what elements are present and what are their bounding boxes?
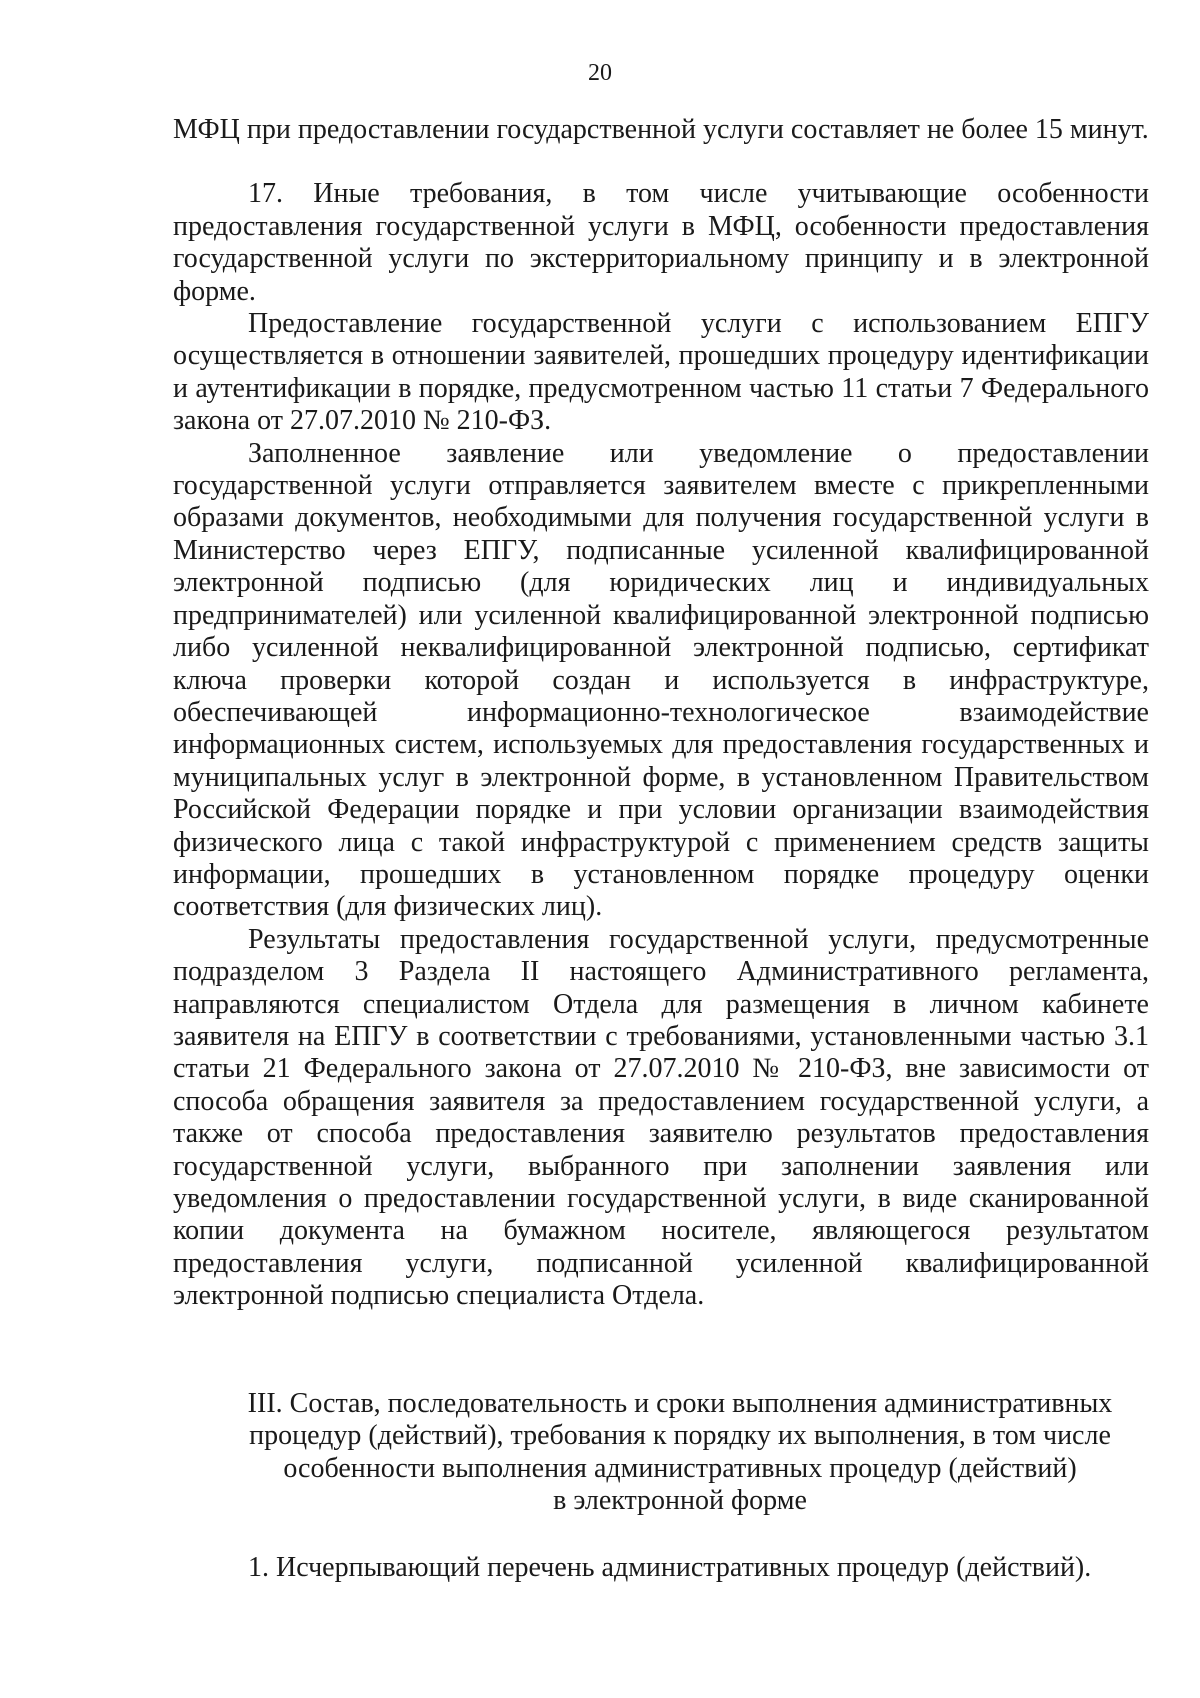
paragraph-epgu-identification: Предоставление государственной услуги с использованием ЕПГУ осуществляется в отношении заявителей, прошедших процедуру идентификации и аутентификации в порядке, предусмотренном частью 11 статьи 7 Федерального закона от 27.07.2010 № 210-ФЗ.	[173, 308, 1149, 437]
paragraph-item-17: 17. Иные требования, в том числе учитывающие особенности предоставления государственной услуги в МФЦ, особенности предоставления государственной услуги по экстерриториальному принципу и в электронной форме.	[173, 178, 1149, 307]
section-heading-line: III. Состав, последовательность и сроки выполнения административных	[247, 1388, 1113, 1419]
paragraph-application-submission: Заполненное заявление или уведомление о предоставлении государственной услуги отправляется заявителем вместе с прикрепленными образами документов, необходимыми для получения государственной услуги в Министерство через ЕПГУ, подписанные усиленной квалифицированной электронной подписью (для юридических лиц и индивидуальных предпринимателей) или усиленной квалифицированной электронной подписью либо усиленной неквалифицированной электронной подписью, сертификат ключа проверки которой создан и используется в инфраструктуре, обеспечивающей информационно-технологическое взаимодействие информационных систем, используемых для предоставления государственных и муниципальных услуг в электронной форме, в установленном Правительством Российской Федерации порядке и при условии организации взаимодействия физического лица с такой инфраструктурой с применением средств защиты информации, прошедших в установленном порядке процедуру оценки соответствия (для физических лиц).	[173, 437, 1149, 923]
list-item-1: 1. Исчерпывающий перечень административных процедур (действий).	[248, 1552, 1092, 1583]
section-heading-line: особенности выполнения административных процедур (действий)	[283, 1452, 1077, 1484]
paragraph-mfc-time: МФЦ при предоставлении государственной услуги составляет не более 15 минут.	[173, 114, 1149, 145]
section-heading-line: процедур (действий), требования к порядку их выполнения, в том числе	[249, 1420, 1111, 1452]
section-heading-iii	[200, 1388, 1160, 1518]
section-heading-line: в электронной форме	[553, 1485, 807, 1517]
page-number: 20	[588, 60, 612, 86]
paragraph-service-results: Результаты предоставления государственной услуги, предусмотренные подразделом 3 Раздела II настоящего Административного регламента, направляются специалистом Отдела для размещения в личном кабинете заявителя на ЕПГУ в соответствии с требованиями, установленными частью 3.1 статьи 21 Федерального закона от 27.07.2010 № 210-ФЗ, вне зависимости от способа обращения заявителя за предоставлением государственной услуги, а также от способа предоставления заявителю результатов предоставления государственной услуги, выбранного при заполнении заявления или уведомления о предоставлении государственной услуги, в виде сканированной копии документа на бумажном носителе, являющегося результатом предоставления услуги, подписанной усиленной квалифицированной электронной подписью специалиста Отдела.	[173, 923, 1149, 1312]
document-body	[173, 114, 1149, 1313]
